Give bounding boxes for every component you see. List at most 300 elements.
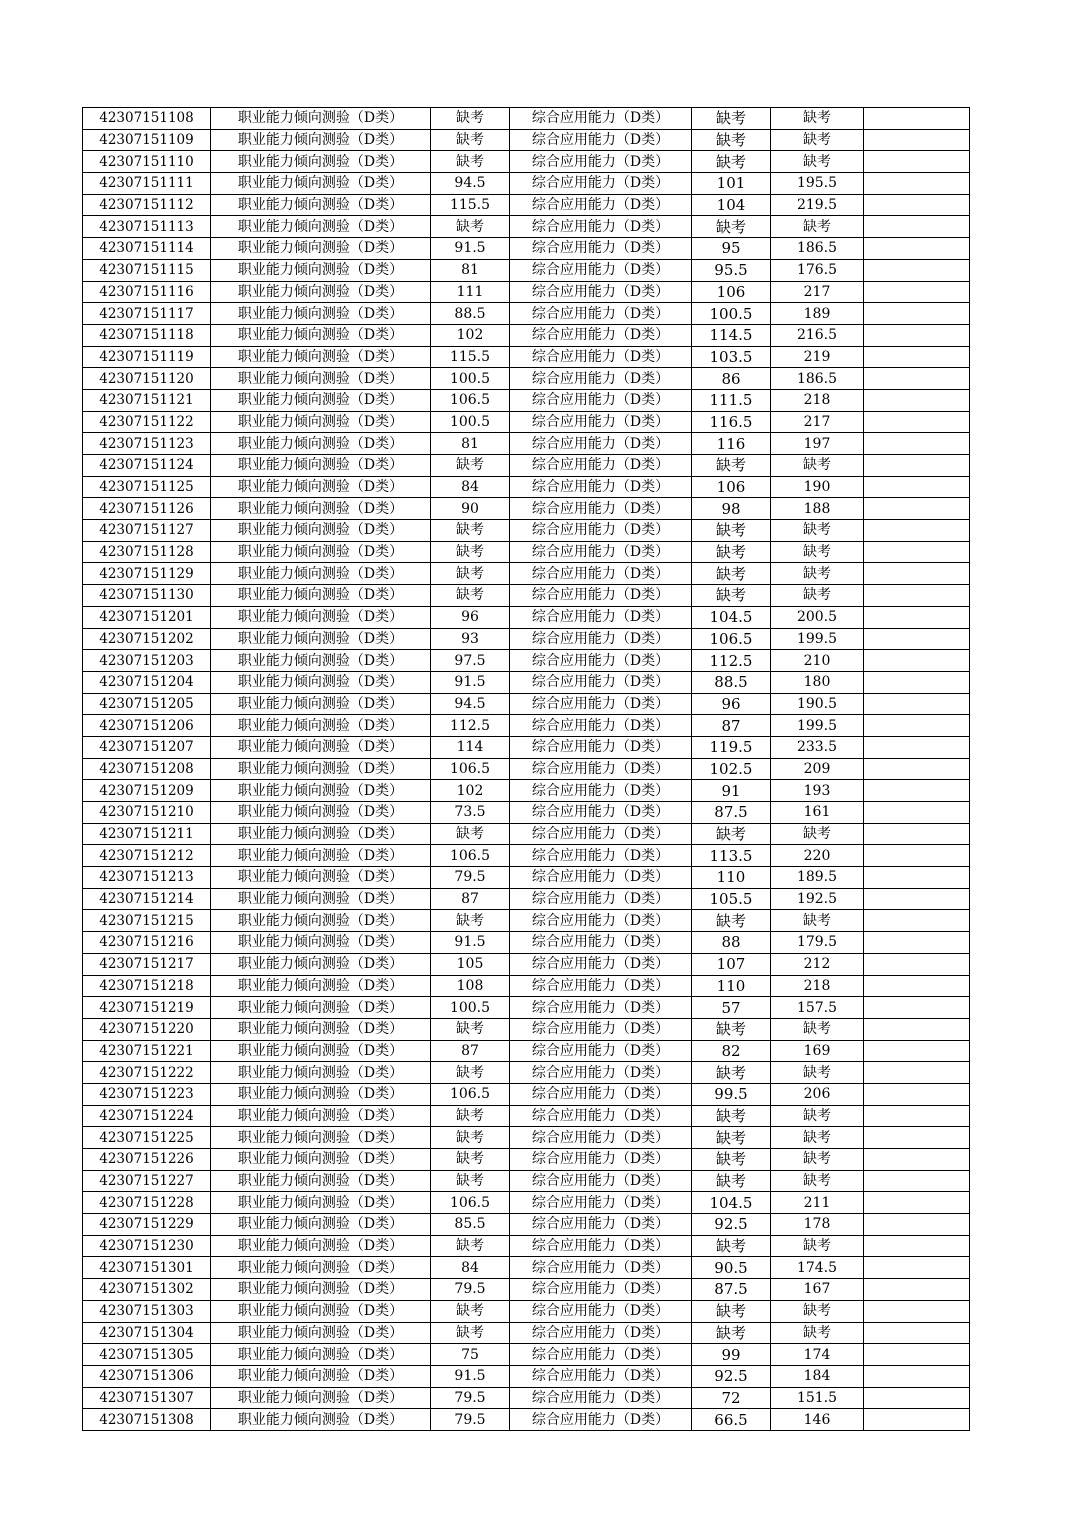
note-cell: [864, 997, 970, 1019]
subject1-score-cell: 114: [431, 736, 510, 758]
subject2-score-cell: 116: [692, 433, 771, 455]
candidate-id-cell: 42307151127: [83, 520, 211, 542]
subject2-cell: 综合应用能力（D类）: [510, 303, 692, 325]
subject2-score-cell: 105.5: [692, 888, 771, 910]
subject1-cell: 职业能力倾向测验（D类）: [211, 1409, 431, 1431]
note-cell: [864, 606, 970, 628]
subject1-score-cell: 84: [431, 1257, 510, 1279]
subject2-cell: 综合应用能力（D类）: [510, 1322, 692, 1344]
subject2-cell: 综合应用能力（D类）: [510, 650, 692, 672]
subject1-score-cell: 缺考: [431, 541, 510, 563]
subject1-score-cell: 73.5: [431, 802, 510, 824]
candidate-id-cell: 42307151114: [83, 238, 211, 260]
note-cell: [864, 303, 970, 325]
subject2-cell: 综合应用能力（D类）: [510, 498, 692, 520]
total-score-cell: 217: [771, 411, 864, 433]
note-cell: [864, 238, 970, 260]
total-score-cell: 146: [771, 1409, 864, 1431]
subject1-cell: 职业能力倾向测验（D类）: [211, 888, 431, 910]
table-row: [83, 1062, 970, 1084]
subject1-score-cell: 91.5: [431, 238, 510, 260]
candidate-id-cell: 42307151222: [83, 1062, 211, 1084]
total-score-cell: 186.5: [771, 238, 864, 260]
table-row: [83, 953, 970, 975]
candidate-id-cell: 42307151217: [83, 953, 211, 975]
subject1-score-cell: 79.5: [431, 1387, 510, 1409]
subject2-score-cell: 缺考: [692, 108, 771, 130]
subject2-cell: 综合应用能力（D类）: [510, 802, 692, 824]
subject2-cell: 综合应用能力（D类）: [510, 1214, 692, 1236]
subject1-score-cell: 102: [431, 324, 510, 346]
subject2-score-cell: 缺考: [692, 129, 771, 151]
candidate-id-cell: 42307151111: [83, 173, 211, 195]
note-cell: [864, 324, 970, 346]
subject1-cell: 职业能力倾向测验（D类）: [211, 758, 431, 780]
note-cell: [864, 953, 970, 975]
subject1-cell: 职业能力倾向测验（D类）: [211, 628, 431, 650]
candidate-id-cell: 42307151119: [83, 346, 211, 368]
subject2-score-cell: 缺考: [692, 455, 771, 477]
total-score-cell: 209: [771, 758, 864, 780]
subject1-cell: 职业能力倾向测验（D类）: [211, 1018, 431, 1040]
subject1-score-cell: 96: [431, 606, 510, 628]
subject2-cell: 综合应用能力（D类）: [510, 736, 692, 758]
subject1-score-cell: 81: [431, 433, 510, 455]
subject1-cell: 职业能力倾向测验（D类）: [211, 975, 431, 997]
subject1-score-cell: 75: [431, 1344, 510, 1366]
subject1-cell: 职业能力倾向测验（D类）: [211, 671, 431, 693]
note-cell: [864, 1040, 970, 1062]
note-cell: [864, 888, 970, 910]
total-score-cell: 218: [771, 975, 864, 997]
table-row: [83, 433, 970, 455]
subject1-cell: 职业能力倾向测验（D类）: [211, 1105, 431, 1127]
total-score-cell: 缺考: [771, 455, 864, 477]
subject1-score-cell: 102: [431, 780, 510, 802]
subject1-cell: 职业能力倾向测验（D类）: [211, 346, 431, 368]
subject2-cell: 综合应用能力（D类）: [510, 671, 692, 693]
total-score-cell: 200.5: [771, 606, 864, 628]
candidate-id-cell: 42307151202: [83, 628, 211, 650]
table-row: [83, 411, 970, 433]
subject1-score-cell: 缺考: [431, 216, 510, 238]
note-cell: [864, 433, 970, 455]
total-score-cell: 197: [771, 433, 864, 455]
candidate-id-cell: 42307151305: [83, 1344, 211, 1366]
subject2-cell: 综合应用能力（D类）: [510, 281, 692, 303]
subject1-cell: 职业能力倾向测验（D类）: [211, 997, 431, 1019]
subject1-cell: 职业能力倾向测验（D类）: [211, 173, 431, 195]
subject1-cell: 职业能力倾向测验（D类）: [211, 1322, 431, 1344]
subject1-cell: 职业能力倾向测验（D类）: [211, 238, 431, 260]
candidate-id-cell: 42307151220: [83, 1018, 211, 1040]
table-row: [83, 1170, 970, 1192]
subject1-score-cell: 缺考: [431, 1300, 510, 1322]
subject1-cell: 职业能力倾向测验（D类）: [211, 411, 431, 433]
table-row: [83, 1279, 970, 1301]
subject2-score-cell: 缺考: [692, 1105, 771, 1127]
subject2-score-cell: 107: [692, 953, 771, 975]
table-row: [83, 1300, 970, 1322]
candidate-id-cell: 42307151124: [83, 455, 211, 477]
subject2-cell: 综合应用能力（D类）: [510, 368, 692, 390]
subject1-score-cell: 94.5: [431, 693, 510, 715]
subject1-cell: 职业能力倾向测验（D类）: [211, 1170, 431, 1192]
subject1-cell: 职业能力倾向测验（D类）: [211, 303, 431, 325]
table-row: [83, 129, 970, 151]
subject2-cell: 综合应用能力（D类）: [510, 715, 692, 737]
table-row: [83, 693, 970, 715]
candidate-id-cell: 42307151121: [83, 389, 211, 411]
subject1-score-cell: 100.5: [431, 411, 510, 433]
candidate-id-cell: 42307151205: [83, 693, 211, 715]
subject1-score-cell: 缺考: [431, 1127, 510, 1149]
subject1-score-cell: 79.5: [431, 867, 510, 889]
subject1-score-cell: 106.5: [431, 845, 510, 867]
total-score-cell: 192.5: [771, 888, 864, 910]
subject1-cell: 职业能力倾向测验（D类）: [211, 715, 431, 737]
note-cell: [864, 671, 970, 693]
subject2-score-cell: 缺考: [692, 1127, 771, 1149]
subject1-cell: 职业能力倾向测验（D类）: [211, 520, 431, 542]
subject2-score-cell: 110: [692, 867, 771, 889]
note-cell: [864, 1083, 970, 1105]
table-row: [83, 1257, 970, 1279]
subject2-score-cell: 92.5: [692, 1365, 771, 1387]
table-row: [83, 650, 970, 672]
subject1-score-cell: 112.5: [431, 715, 510, 737]
candidate-id-cell: 42307151120: [83, 368, 211, 390]
subject1-cell: 职业能力倾向测验（D类）: [211, 108, 431, 130]
subject2-score-cell: 106.5: [692, 628, 771, 650]
note-cell: [864, 346, 970, 368]
total-score-cell: 189: [771, 303, 864, 325]
candidate-id-cell: 42307151211: [83, 823, 211, 845]
total-score-cell: 缺考: [771, 1322, 864, 1344]
subject2-score-cell: 103.5: [692, 346, 771, 368]
subject1-cell: 职业能力倾向测验（D类）: [211, 455, 431, 477]
subject1-score-cell: 111: [431, 281, 510, 303]
subject2-score-cell: 88: [692, 932, 771, 954]
note-cell: [864, 693, 970, 715]
total-score-cell: 199.5: [771, 628, 864, 650]
table-row: [83, 1387, 970, 1409]
total-score-cell: 178: [771, 1214, 864, 1236]
table-row: [83, 715, 970, 737]
subject2-score-cell: 66.5: [692, 1409, 771, 1431]
candidate-id-cell: 42307151110: [83, 151, 211, 173]
table-row: [83, 758, 970, 780]
note-cell: [864, 411, 970, 433]
subject2-score-cell: 116.5: [692, 411, 771, 433]
total-score-cell: 缺考: [771, 823, 864, 845]
total-score-cell: 缺考: [771, 585, 864, 607]
candidate-id-cell: 42307151116: [83, 281, 211, 303]
table-row: [83, 1235, 970, 1257]
subject2-cell: 综合应用能力（D类）: [510, 1257, 692, 1279]
subject2-score-cell: 缺考: [692, 910, 771, 932]
note-cell: [864, 975, 970, 997]
subject1-score-cell: 90: [431, 498, 510, 520]
subject2-score-cell: 缺考: [692, 563, 771, 585]
subject1-cell: 职业能力倾向测验（D类）: [211, 476, 431, 498]
score-table-body: [83, 108, 970, 1431]
subject2-cell: 综合应用能力（D类）: [510, 693, 692, 715]
subject2-score-cell: 119.5: [692, 736, 771, 758]
candidate-id-cell: 42307151224: [83, 1105, 211, 1127]
subject1-score-cell: 缺考: [431, 823, 510, 845]
subject2-score-cell: 缺考: [692, 520, 771, 542]
subject2-cell: 综合应用能力（D类）: [510, 758, 692, 780]
subject2-cell: 综合应用能力（D类）: [510, 932, 692, 954]
candidate-id-cell: 42307151225: [83, 1127, 211, 1149]
subject2-cell: 综合应用能力（D类）: [510, 953, 692, 975]
subject2-cell: 综合应用能力（D类）: [510, 259, 692, 281]
total-score-cell: 199.5: [771, 715, 864, 737]
note-cell: [864, 1149, 970, 1171]
candidate-id-cell: 42307151109: [83, 129, 211, 151]
subject1-score-cell: 缺考: [431, 1105, 510, 1127]
total-score-cell: 缺考: [771, 129, 864, 151]
note-cell: [864, 1322, 970, 1344]
subject1-score-cell: 84: [431, 476, 510, 498]
candidate-id-cell: 42307151226: [83, 1149, 211, 1171]
subject1-score-cell: 缺考: [431, 1062, 510, 1084]
note-cell: [864, 108, 970, 130]
subject2-cell: 综合应用能力（D类）: [510, 433, 692, 455]
subject2-score-cell: 缺考: [692, 1018, 771, 1040]
table-row: [83, 671, 970, 693]
subject2-cell: 综合应用能力（D类）: [510, 173, 692, 195]
total-score-cell: 219: [771, 346, 864, 368]
table-row: [83, 1344, 970, 1366]
subject2-cell: 综合应用能力（D类）: [510, 823, 692, 845]
total-score-cell: 206: [771, 1083, 864, 1105]
subject2-cell: 综合应用能力（D类）: [510, 1387, 692, 1409]
subject1-score-cell: 91.5: [431, 671, 510, 693]
subject1-cell: 职业能力倾向测验（D类）: [211, 281, 431, 303]
subject1-score-cell: 115.5: [431, 346, 510, 368]
candidate-id-cell: 42307151228: [83, 1192, 211, 1214]
table-row: [83, 520, 970, 542]
table-row: [83, 1214, 970, 1236]
subject2-cell: 综合应用能力（D类）: [510, 585, 692, 607]
table-row: [83, 867, 970, 889]
note-cell: [864, 867, 970, 889]
subject1-cell: 职业能力倾向测验（D类）: [211, 867, 431, 889]
total-score-cell: 157.5: [771, 997, 864, 1019]
candidate-id-cell: 42307151112: [83, 194, 211, 216]
subject1-cell: 职业能力倾向测验（D类）: [211, 736, 431, 758]
subject1-cell: 职业能力倾向测验（D类）: [211, 1344, 431, 1366]
table-row: [83, 368, 970, 390]
total-score-cell: 缺考: [771, 1300, 864, 1322]
subject2-score-cell: 111.5: [692, 389, 771, 411]
candidate-id-cell: 42307151204: [83, 671, 211, 693]
subject1-cell: 职业能力倾向测验（D类）: [211, 910, 431, 932]
total-score-cell: 190.5: [771, 693, 864, 715]
subject2-score-cell: 112.5: [692, 650, 771, 672]
total-score-cell: 188: [771, 498, 864, 520]
candidate-id-cell: 42307151122: [83, 411, 211, 433]
subject2-score-cell: 缺考: [692, 823, 771, 845]
candidate-id-cell: 42307151117: [83, 303, 211, 325]
note-cell: [864, 802, 970, 824]
note-cell: [864, 932, 970, 954]
subject2-score-cell: 缺考: [692, 585, 771, 607]
total-score-cell: 220: [771, 845, 864, 867]
table-row: [83, 389, 970, 411]
subject2-cell: 综合应用能力（D类）: [510, 324, 692, 346]
subject1-cell: 职业能力倾向测验（D类）: [211, 845, 431, 867]
total-score-cell: 216.5: [771, 324, 864, 346]
subject2-cell: 综合应用能力（D类）: [510, 606, 692, 628]
subject1-score-cell: 93: [431, 628, 510, 650]
subject2-score-cell: 104: [692, 194, 771, 216]
subject2-cell: 综合应用能力（D类）: [510, 194, 692, 216]
subject1-cell: 职业能力倾向测验（D类）: [211, 368, 431, 390]
subject2-score-cell: 87.5: [692, 1279, 771, 1301]
subject2-score-cell: 缺考: [692, 541, 771, 563]
subject2-cell: 综合应用能力（D类）: [510, 845, 692, 867]
total-score-cell: 缺考: [771, 1018, 864, 1040]
subject1-cell: 职业能力倾向测验（D类）: [211, 1214, 431, 1236]
total-score-cell: 缺考: [771, 1105, 864, 1127]
candidate-id-cell: 42307151221: [83, 1040, 211, 1062]
note-cell: [864, 173, 970, 195]
subject1-score-cell: 缺考: [431, 520, 510, 542]
note-cell: [864, 628, 970, 650]
subject1-score-cell: 106.5: [431, 1192, 510, 1214]
note-cell: [864, 1257, 970, 1279]
total-score-cell: 缺考: [771, 910, 864, 932]
subject1-score-cell: 85.5: [431, 1214, 510, 1236]
candidate-id-cell: 42307151125: [83, 476, 211, 498]
subject2-score-cell: 57: [692, 997, 771, 1019]
candidate-id-cell: 42307151208: [83, 758, 211, 780]
note-cell: [864, 1192, 970, 1214]
table-row: [83, 324, 970, 346]
candidate-id-cell: 42307151230: [83, 1235, 211, 1257]
subject2-cell: 综合应用能力（D类）: [510, 238, 692, 260]
subject1-score-cell: 缺考: [431, 1322, 510, 1344]
subject2-cell: 综合应用能力（D类）: [510, 1170, 692, 1192]
subject1-score-cell: 87: [431, 1040, 510, 1062]
total-score-cell: 233.5: [771, 736, 864, 758]
candidate-id-cell: 42307151227: [83, 1170, 211, 1192]
subject2-cell: 综合应用能力（D类）: [510, 108, 692, 130]
table-row: [83, 845, 970, 867]
subject1-cell: 职业能力倾向测验（D类）: [211, 1365, 431, 1387]
note-cell: [864, 476, 970, 498]
subject2-score-cell: 82: [692, 1040, 771, 1062]
table-row: [83, 216, 970, 238]
total-score-cell: 186.5: [771, 368, 864, 390]
subject2-cell: 综合应用能力（D类）: [510, 1344, 692, 1366]
total-score-cell: 缺考: [771, 151, 864, 173]
subject1-score-cell: 106.5: [431, 758, 510, 780]
candidate-id-cell: 42307151123: [83, 433, 211, 455]
subject2-cell: 综合应用能力（D类）: [510, 216, 692, 238]
table-row: [83, 888, 970, 910]
table-row: [83, 238, 970, 260]
subject1-score-cell: 缺考: [431, 1018, 510, 1040]
subject1-cell: 职业能力倾向测验（D类）: [211, 259, 431, 281]
subject1-cell: 职业能力倾向测验（D类）: [211, 1062, 431, 1084]
subject2-cell: 综合应用能力（D类）: [510, 520, 692, 542]
subject2-cell: 综合应用能力（D类）: [510, 1127, 692, 1149]
subject2-score-cell: 91: [692, 780, 771, 802]
subject2-cell: 综合应用能力（D类）: [510, 1300, 692, 1322]
candidate-id-cell: 42307151212: [83, 845, 211, 867]
total-score-cell: 218: [771, 389, 864, 411]
subject2-cell: 综合应用能力（D类）: [510, 129, 692, 151]
total-score-cell: 184: [771, 1365, 864, 1387]
note-cell: [864, 1409, 970, 1431]
note-cell: [864, 715, 970, 737]
subject1-cell: 职业能力倾向测验（D类）: [211, 932, 431, 954]
total-score-cell: 193: [771, 780, 864, 802]
table-row: [83, 281, 970, 303]
subject2-score-cell: 87: [692, 715, 771, 737]
subject1-cell: 职业能力倾向测验（D类）: [211, 498, 431, 520]
note-cell: [864, 1170, 970, 1192]
subject1-cell: 职业能力倾向测验（D类）: [211, 953, 431, 975]
subject1-score-cell: 79.5: [431, 1409, 510, 1431]
subject1-score-cell: 94.5: [431, 173, 510, 195]
candidate-id-cell: 42307151129: [83, 563, 211, 585]
note-cell: [864, 1344, 970, 1366]
subject2-score-cell: 缺考: [692, 1149, 771, 1171]
subject1-cell: 职业能力倾向测验（D类）: [211, 1192, 431, 1214]
subject1-score-cell: 缺考: [431, 1149, 510, 1171]
candidate-id-cell: 42307151306: [83, 1365, 211, 1387]
candidate-id-cell: 42307151206: [83, 715, 211, 737]
total-score-cell: 161: [771, 802, 864, 824]
total-score-cell: 212: [771, 953, 864, 975]
table-row: [83, 173, 970, 195]
note-cell: [864, 129, 970, 151]
subject2-cell: 综合应用能力（D类）: [510, 151, 692, 173]
note-cell: [864, 563, 970, 585]
note-cell: [864, 1062, 970, 1084]
subject1-score-cell: 91.5: [431, 932, 510, 954]
subject2-cell: 综合应用能力（D类）: [510, 411, 692, 433]
subject2-cell: 综合应用能力（D类）: [510, 1235, 692, 1257]
subject1-score-cell: 79.5: [431, 1279, 510, 1301]
subject1-cell: 职业能力倾向测验（D类）: [211, 389, 431, 411]
table-row: [83, 541, 970, 563]
table-row: [83, 108, 970, 130]
subject1-score-cell: 缺考: [431, 129, 510, 151]
total-score-cell: 174: [771, 1344, 864, 1366]
candidate-id-cell: 42307151219: [83, 997, 211, 1019]
candidate-id-cell: 42307151216: [83, 932, 211, 954]
table-row: [83, 1149, 970, 1171]
note-cell: [864, 1105, 970, 1127]
subject2-score-cell: 缺考: [692, 1235, 771, 1257]
note-cell: [864, 520, 970, 542]
note-cell: [864, 216, 970, 238]
note-cell: [864, 585, 970, 607]
table-row: [83, 563, 970, 585]
note-cell: [864, 541, 970, 563]
subject1-cell: 职业能力倾向测验（D类）: [211, 1235, 431, 1257]
subject1-cell: 职业能力倾向测验（D类）: [211, 1127, 431, 1149]
subject2-score-cell: 95: [692, 238, 771, 260]
table-row: [83, 932, 970, 954]
table-row: [83, 1322, 970, 1344]
